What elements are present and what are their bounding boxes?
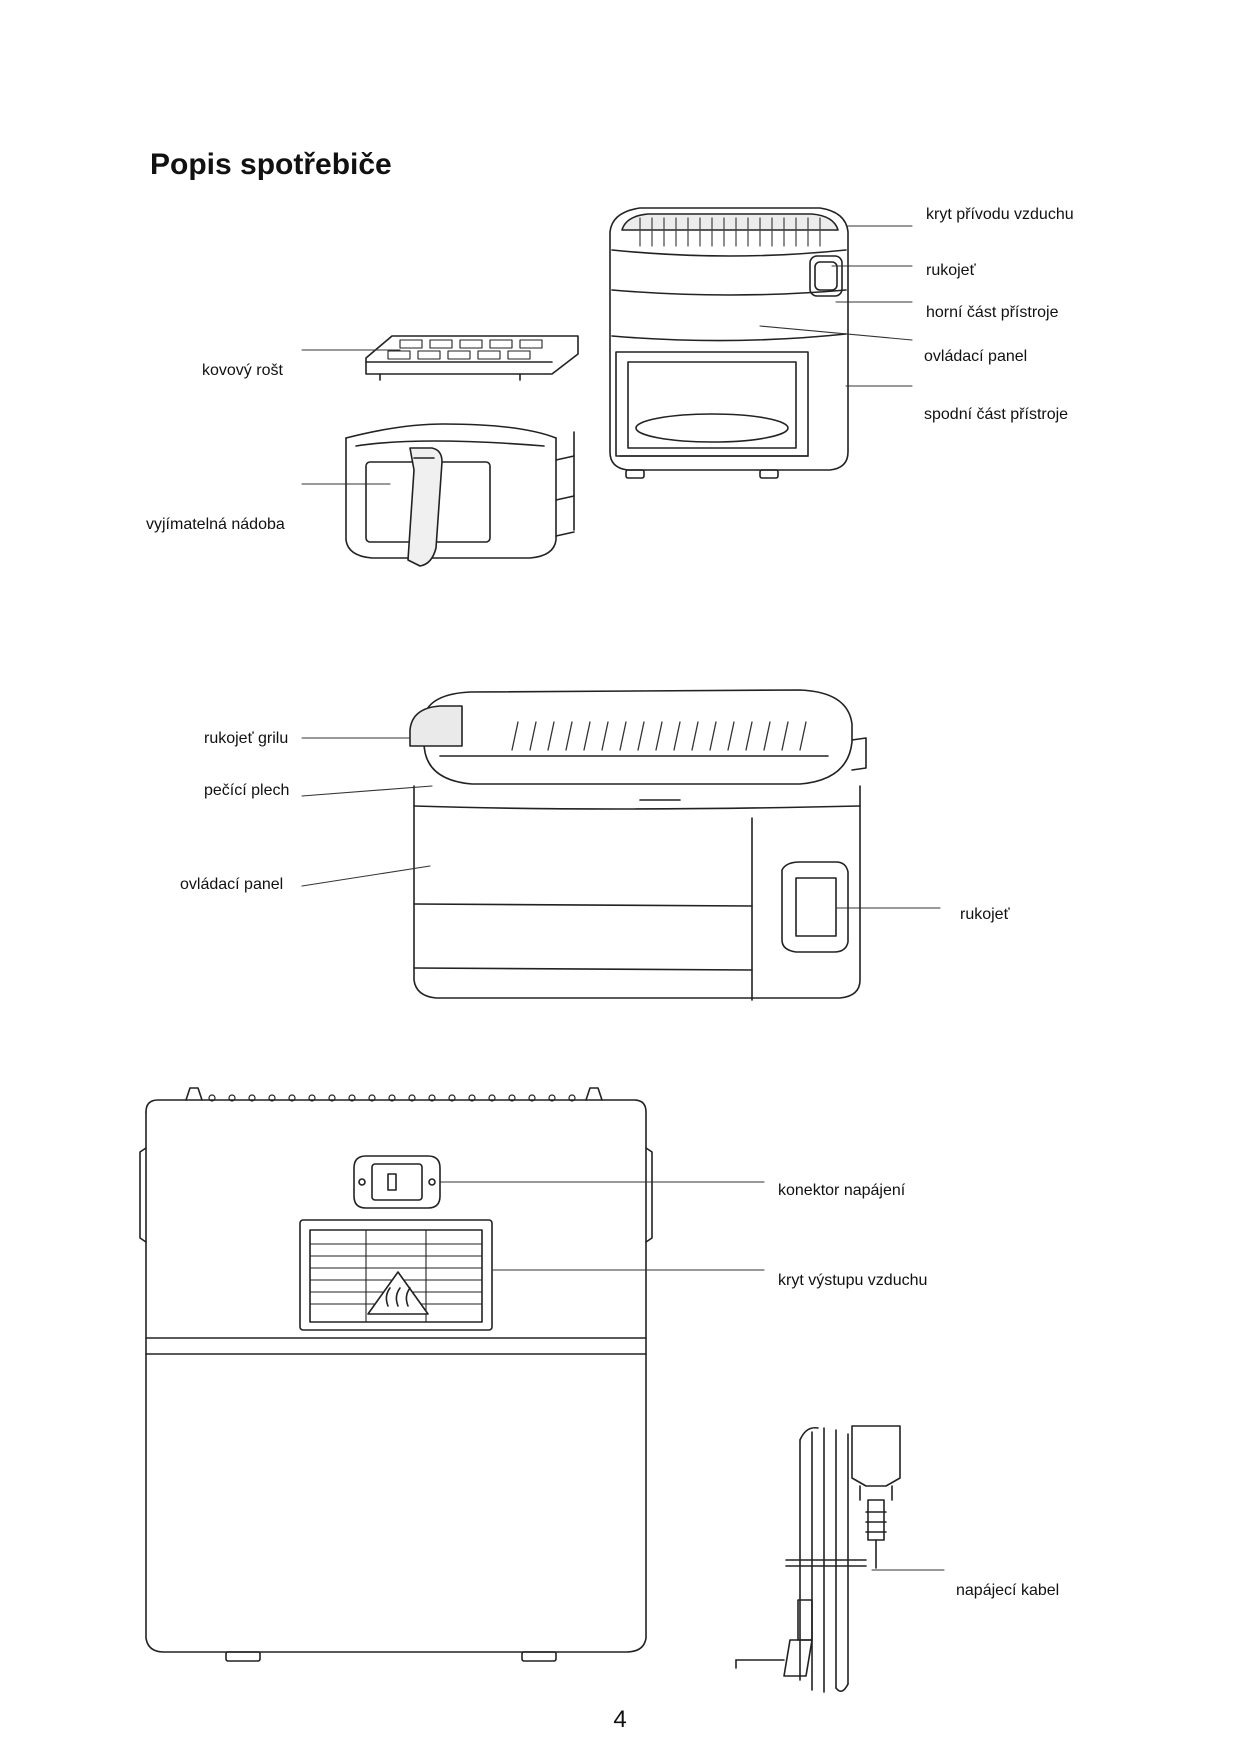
metal-rack-illustration [366, 336, 578, 380]
label-power-cable: napájecí kabel [956, 1582, 1060, 1599]
air-fryer-front-illustration [610, 208, 848, 478]
label-power-connector: konektor napájení [778, 1182, 906, 1199]
label-metal-rack: kovový rošt [202, 362, 283, 379]
label-control-panel-middle: ovládací panel [180, 876, 284, 893]
power-cable-illustration [736, 1426, 900, 1692]
label-baking-tray: pečící plech [204, 782, 290, 799]
removable-container-illustration [346, 424, 574, 566]
label-air-inlet-cover: kryt přívodu vzduchu [926, 206, 1074, 223]
label-air-outlet-cover: kryt výstupu vzduchu [778, 1272, 928, 1289]
back-view-illustration [140, 1088, 652, 1661]
label-handle-middle: rukojeť [960, 906, 1010, 923]
page-number: 4 [613, 1706, 627, 1733]
label-grill-handle: rukojeť grilu [204, 730, 289, 747]
label-lower-part: spodní část přístroje [924, 406, 1069, 423]
page-title: Popis spotřebiče [150, 148, 392, 181]
label-handle-top: rukojeť [926, 262, 976, 279]
grill-mode-illustration [410, 690, 866, 1000]
label-upper-part: horní část přístroje [926, 304, 1059, 321]
label-removable-container: vyjímatelná nádoba [146, 516, 285, 533]
label-control-panel-top: ovládací panel [924, 348, 1028, 365]
